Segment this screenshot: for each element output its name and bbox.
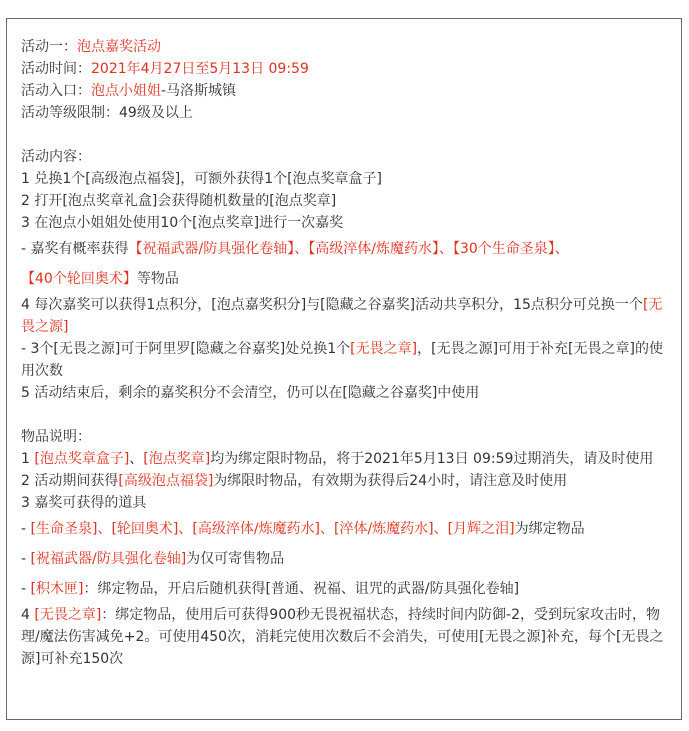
text: ，[无畏之源]可用于补充[无畏之章]的使用次数 xyxy=(21,341,663,379)
text: 2 活动期间获得 xyxy=(21,473,119,489)
reward-spring: 【30个生命圣泉】 xyxy=(452,241,555,257)
item-box: [泡点奖章盒子] xyxy=(34,451,130,467)
content-line-1: 1 兑换1个[高级泡点福袋]，可额外获得1个[泡点奖章盒子] xyxy=(21,171,383,187)
text: 等物品 xyxy=(136,271,179,287)
content-line-6: 5 活动结束后，剩余的嘉奖积分不会清空，仍可以在[隐藏之谷嘉奖]中使用 xyxy=(21,385,480,401)
items-line-3: 3 嘉奖可获得的道具 xyxy=(21,495,147,511)
event-entry-location: -马洛斯城镇 xyxy=(161,83,237,99)
item-badge: [无畏之章] xyxy=(350,341,418,357)
items-line-7 xyxy=(21,604,671,670)
content-line-2: 2 打开[泡点奖章礼盒]会获得随机数量的[泡点奖章] xyxy=(21,193,337,209)
event-entry-line xyxy=(21,80,671,102)
event-time-label: 活动时间： xyxy=(21,61,91,77)
event-time: 2021年4月27日至5月13日 09:59 xyxy=(91,61,309,77)
text: - xyxy=(21,521,31,537)
items-line-1 xyxy=(21,448,671,470)
event-title: 泡点嘉奖活动 xyxy=(77,39,161,55)
separator: 、 xyxy=(294,241,309,257)
text: 为仅可寄售物品 xyxy=(186,551,285,567)
content-line-4 xyxy=(21,294,671,338)
content-line-3: 3 在泡点小姐姐处使用10个[泡点奖章]进行一次嘉奖 xyxy=(21,215,344,231)
items-heading: 物品说明： xyxy=(21,429,91,445)
items-line-5 xyxy=(21,544,671,574)
text: 均为绑定限时物品，将于2021年5月13日 09:59过期消失，请及时使用 xyxy=(210,451,654,467)
text: - xyxy=(21,581,31,597)
items-line-4 xyxy=(21,514,671,544)
event-entry-npc: 泡点小姐姐 xyxy=(91,83,161,99)
item-chest: [积木匣] xyxy=(30,581,84,597)
item-bag: [高级泡点福袋] xyxy=(118,473,214,489)
event-description xyxy=(21,36,671,670)
item-source: [无畏之源] xyxy=(21,297,663,335)
text: ：绑定物品，使用后可获得900秒无畏祝福状态，持续时间内防御-2，受到玩家攻击时，物理/魔法伤害减免+2。可使用450次，消耗完使用次数后不会消失，可使用[无畏之源]补充，每个[无畏之源]可补充150次 xyxy=(21,607,664,667)
separator: 、 xyxy=(438,241,453,257)
spacer xyxy=(21,124,671,146)
item-list: [生命圣泉]、[轮回奥术]、[高级淬体/炼魔药水]、[淬体/炼魔药水]、[月辉之泪] xyxy=(30,521,515,537)
reward-potion: 【高级淬体/炼魔药水】 xyxy=(308,241,439,257)
event-title-line xyxy=(21,36,671,58)
spacer xyxy=(21,404,671,426)
text: ：绑定物品，开启后随机获得[普通、祝福、诅咒的武器/防具强化卷轴] xyxy=(83,581,520,597)
item-badge: [无畏之章] xyxy=(34,607,102,623)
text: - 3个[无畏之源]可于阿里罗[隐藏之谷嘉奖]处兑换1个 xyxy=(21,341,351,357)
text: - 嘉奖有概率获得 xyxy=(21,241,129,257)
text: 为绑定物品 xyxy=(514,521,585,537)
item-medal: [泡点奖章] xyxy=(143,451,211,467)
text: 为绑限时物品，有效期为获得后24小时，请注意及时使用 xyxy=(213,473,568,489)
content-heading: 活动内容： xyxy=(21,149,91,165)
text: 4 xyxy=(21,607,35,623)
separator: 、 xyxy=(129,451,144,467)
text: 1 xyxy=(21,451,35,467)
text: 4 每次嘉奖可以获得1点积分，[泡点嘉奖积分]与[隐藏之谷嘉奖]活动共享积分，15点积分可兑换一个 xyxy=(21,297,643,313)
reward-scroll: 【祝福武器/防具强化卷轴】 xyxy=(128,241,295,257)
event-title-label: 活动一： xyxy=(21,39,77,55)
event-time-line xyxy=(21,58,671,80)
event-entry-label: 活动入口： xyxy=(21,83,91,99)
text: - xyxy=(21,551,31,567)
reward-arcana: 【40个轮回奥术】 xyxy=(21,271,137,287)
content-line-rewards xyxy=(21,234,671,294)
item-scroll: [祝福武器/防具强化卷轴] xyxy=(30,551,187,567)
separator: 、 xyxy=(554,241,569,257)
event-level-line: 活动等级限制：49级及以上 xyxy=(21,105,193,121)
items-line-2 xyxy=(21,470,671,492)
items-line-6 xyxy=(21,574,671,604)
content-line-5 xyxy=(21,338,671,382)
